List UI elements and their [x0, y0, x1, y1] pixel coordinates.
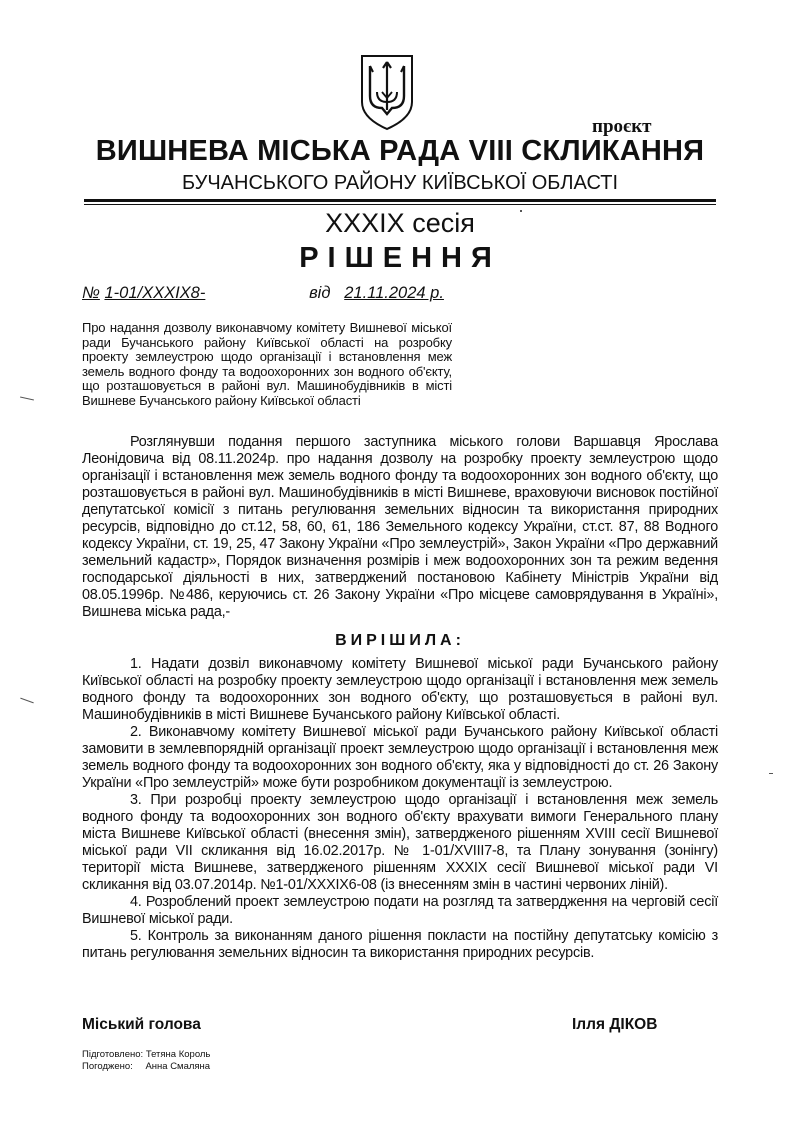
session-title: XXXIX сесія [325, 208, 475, 238]
resolution-item-4: 4. Розроблений проект землеустрою подати на розгляд та затвердження на черговій сесії Вишневої міської ради. [82, 894, 718, 927]
header-divider-thick [84, 199, 716, 202]
header-divider-thin [84, 204, 716, 205]
signature-name: Ілля ДІКОВ [572, 1016, 658, 1033]
resolution-item-1: 1. Надати дозвіл виконавчому комітету Вишневої міської ради Бучанського району Київської області на розробку проекту землеустрою щодо організації і встановлення меж земель водного фонду та водоохоронних зон водного об'єкту, що розташовується в районі вул. Машинобудівників в місті Вишневе Бучанського району Київської області. [82, 656, 718, 723]
resolution-item-5: 5. Контроль за виконанням даного рішення покласти на постійну депутатську комісію з питань регулювання земельних відносин та використання природних ресурсів. [82, 928, 718, 961]
resolved-heading: ВИРІШИЛА: [335, 632, 465, 649]
draft-label: проєкт [592, 116, 652, 137]
scan-speck [769, 773, 773, 774]
scan-speck [520, 210, 522, 212]
council-subtitle: БУЧАНСЬКОГО РАЙОНУ КИЇВСЬКОЇ ОБЛАСТІ [181, 172, 618, 194]
prepared-label: Підготовлено: [82, 1049, 144, 1060]
decision-number-line [82, 284, 444, 303]
preamble [82, 434, 718, 621]
from-label: від [309, 284, 331, 302]
scan-margin-mark [20, 397, 34, 401]
decision-subject: Про надання дозволу виконавчому комітету Вишневої міської ради Бучанського району Київської області на розробку проекту землеустрою щодо організації і встановлення меж земель водного фонду та водоохоронних зон водного об'єкту, що розташовується в районі вул. Машинобудівників в місті Вишневе Бучанського району Київської області [82, 320, 452, 408]
trident-coat-of-arms-icon [358, 52, 416, 132]
number-prefix: № [82, 284, 100, 302]
preamble-paragraph: Розглянувши подання першого заступника міського голови Варшавця Ярослава Леонідовича від 08.11.2024р. про надання дозволу на розробку проекту землеустрою щодо організації і встановлення меж земель водного фонду та водоохоронних зон водного об'єкту, що розташовується в районі вул. Машинобудівників в місті Вишневе, враховуючи висновок постійної депутатської комісії з питань регулювання земельних відносин та використання природних ресурсів, відповідно до ст.12, 58, 60, 61, 186 Земельного кодексу України, ст.ст. 87, 88 Водного кодексу України, ст. 19, 25, 47 Закону України «Про землеустрій», Закон України «Про державний земельний кадастр», Порядок визначення розмірів і меж водоохоронних зон та режим ведення господарської діяльності в них, затверджений постановою Кабінету Міністрів України від 08.05.1996р. №486, керуючись ст. 26 Закону України «Про місцеве самоврядування в Україні», Вишнева міська рада,- [82, 434, 718, 620]
agreed-line [82, 1061, 210, 1073]
scan-margin-mark [20, 698, 33, 704]
council-title: ВИШНЕВА МІСЬКА РАДА VIII СКЛИКАННЯ [95, 135, 705, 167]
decision-heading: РІШЕННЯ [299, 242, 501, 274]
resolution-items [82, 656, 718, 962]
agreed-name: Анна Смаляна [145, 1061, 211, 1072]
resolution-item-2: 2. Виконавчому комітету Вишневої міської ради Бучанського району Київської області замовити в землевпорядній організації проект землеустрою щодо організації і встановлення меж земель водного фонду та водоохоронних зон водного об'єкту, яка у відповідності до ст. 26 Закону України «Про землеустрій» може бути розробником документації із землеустрою. [82, 724, 718, 791]
prepared-name: Тетяна Король [145, 1049, 211, 1060]
agreed-label: Погоджено: [82, 1061, 133, 1072]
prepared-line [82, 1049, 210, 1061]
decision-date: 21.11.2024 р. [344, 284, 444, 302]
decision-number: 1-01/XXXIX8- [104, 284, 206, 302]
signature-title: Міський голова [82, 1016, 201, 1033]
resolution-item-3: 3. При розробці проекту землеустрою щодо організації і встановлення меж земель водного фонду та водоохоронних зон водного об'єкту врахувати вимоги Генерального плану міста Вишневе Київської області (внесення змін), затвердженого рішенням XVIII сесії Вишневої міської ради VII скликання від 16.02.2017р. № 1-01/XVIII7-8, та Плану зонування (зонінгу) території міста Вишневе, затвердженого рішенням XXXIX сесії Вишневої міської ради VI скликання від 03.07.2014р. №1-01/XXXIX6-08 (із внесенням змін в частині червоних ліній). [82, 792, 718, 893]
approval-footer [82, 1049, 210, 1073]
